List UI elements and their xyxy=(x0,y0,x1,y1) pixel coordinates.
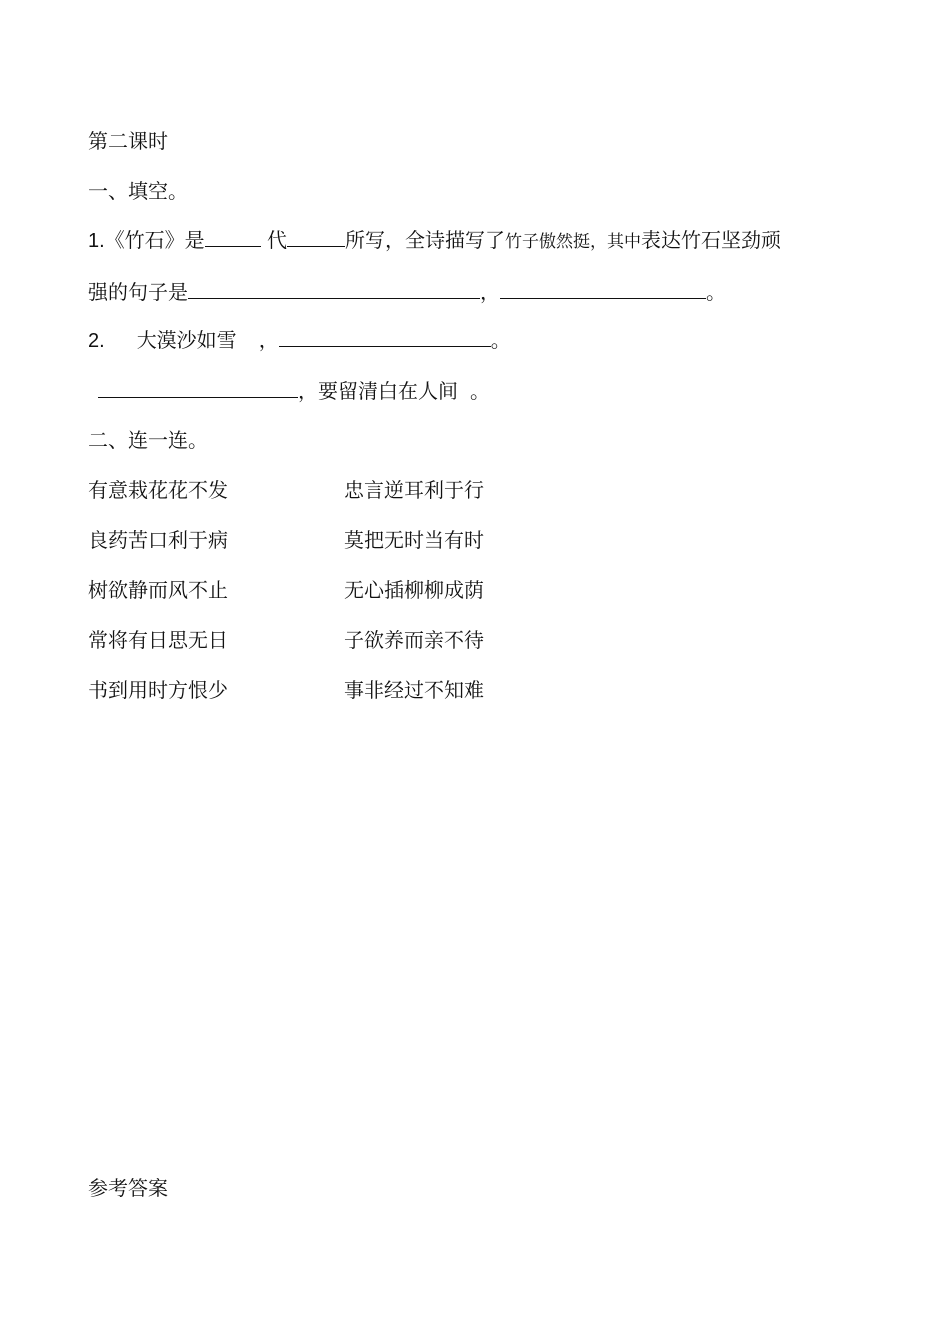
section2-heading: 二、连一连。 xyxy=(88,428,208,452)
matching-right-item[interactable]: 莫把无时当有时 xyxy=(344,528,484,552)
section1-heading: 一、填空。 xyxy=(88,179,188,203)
question-2-number: 2. xyxy=(88,330,105,352)
matching-left-item[interactable]: 书到用时方恨少 xyxy=(88,678,228,702)
question-2-text-b: ，要留清白在人间 xyxy=(298,379,458,403)
question-2-comma: ， xyxy=(258,328,279,352)
question-1-text-e: 强的句子是 xyxy=(88,280,188,304)
matching-left-item[interactable]: 良药苦口利于病 xyxy=(88,528,228,552)
question-1-line-2 xyxy=(88,278,726,306)
question-2-text-a: 大漠沙如雪 xyxy=(136,328,237,352)
answer-blank-2a[interactable] xyxy=(279,326,491,347)
answers-title: 参考答案 xyxy=(88,1176,168,1200)
question-1-text-c: 所写，全诗描写了 xyxy=(345,228,506,252)
question-1-text-a: 《竹石》是 xyxy=(104,228,205,252)
matching-right-item[interactable]: 忠言逆耳利于行 xyxy=(344,478,484,502)
matching-left-item[interactable]: 有意栽花花不发 xyxy=(88,478,228,502)
matching-right-item[interactable]: 无心插柳柳成荫 xyxy=(344,578,484,602)
matching-left-item[interactable]: 常将有日思无日 xyxy=(88,628,228,652)
matching-right-item[interactable]: 子欲养而亲不待 xyxy=(344,628,484,652)
question-2-line-2 xyxy=(98,377,490,405)
matching-right-item[interactable]: 事非经过不知难 xyxy=(344,678,484,702)
matching-left-item[interactable]: 树欲静而风不止 xyxy=(88,578,228,602)
question-2-period-2: 。 xyxy=(470,379,490,403)
question-1-line-1 xyxy=(88,226,781,256)
question-1-text-small: 竹子傲然挺，其中 xyxy=(505,232,642,252)
question-1-text-d: 表达竹石坚劲顽 xyxy=(641,228,782,252)
answer-blank-1b[interactable] xyxy=(500,278,706,299)
question-1-number: 1. xyxy=(88,230,105,252)
author-blank[interactable] xyxy=(287,226,345,247)
question-1-text-b: 代 xyxy=(267,228,288,252)
answer-blank-1a[interactable] xyxy=(188,278,480,299)
question-1-period: 。 xyxy=(706,280,726,304)
question-2-period-1: 。 xyxy=(490,328,511,352)
question-1-comma: ， xyxy=(480,280,500,304)
question-2-line-1 xyxy=(88,326,511,355)
lesson-title: 第二课时 xyxy=(88,129,168,153)
answer-blank-2b[interactable] xyxy=(98,377,298,398)
dynasty-blank[interactable] xyxy=(205,226,261,247)
